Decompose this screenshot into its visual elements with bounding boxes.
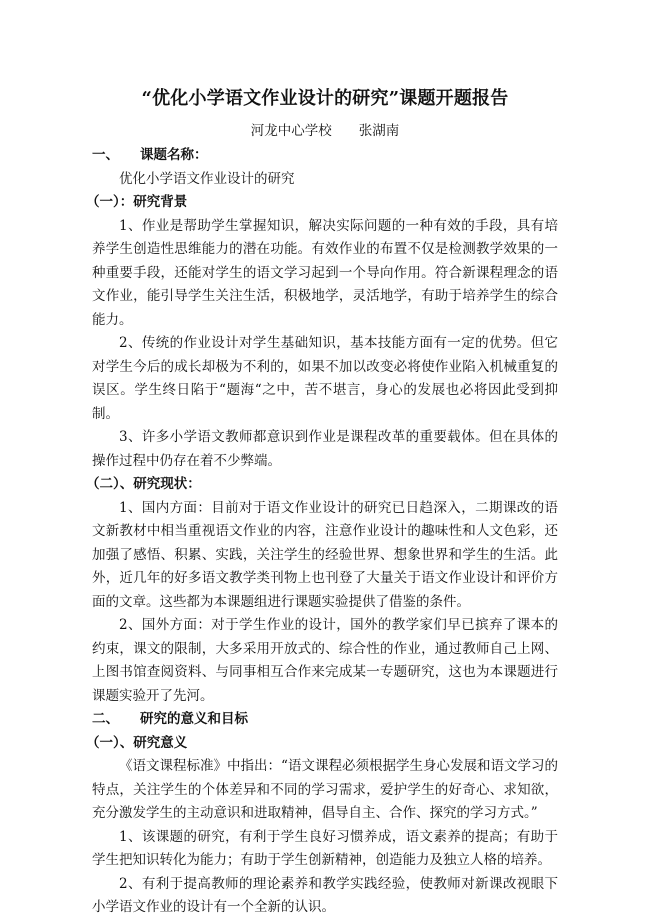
paragraph: 2、有利于提高教师的理论素养和教学实践经验，使教师对新课改视眼下小学语文作业的设计有一个全新的认识。	[92, 875, 558, 915]
subsection-heading-status: （二）、研究现状：	[86, 476, 201, 492]
subsection-heading-background: （一）：研究背景	[86, 194, 188, 210]
paragraph: 2、国外方面：对于学生作业的设计，国外的教学家们早已摈弃了课本的约束，课文的限制，大多采用开放式的、综合性的作业，通过教师自己上网、上图书馆查阅资料、与同事相互合作来完成某一专题研究，这也为本课题进行课题实验开了先河。	[92, 617, 558, 704]
paragraph: 3、许多小学语文教师都意识到作业是课程改革的重要载体。但在具体的操作过程中仍存在着不少弊端。	[92, 429, 558, 469]
paragraph: 1、国内方面：目前对于语文作业设计的研究已日趋深入，二期课改的语文新教材中相当重视语文作业的内容，注意作业设计的趣味性和人文色彩，还加强了感悟、积累、实践，关注学生的经验世界、想象世界和学生的生活。此外，近几年的好多语文教学类刊物上也刊登了大量关于语文作业设计和评价方面的文章。这些都为本课题组进行课题实验提供了借鉴的条件。	[92, 499, 558, 610]
subsection-heading-significance: （一）、研究意义	[86, 734, 188, 751]
section-title: 研究的意义和目标	[140, 711, 248, 727]
section-heading-1	[92, 144, 558, 168]
document-title: “优化小学语文作业设计的研究”课题开题报告	[141, 88, 509, 109]
section-title: 课题名称：	[140, 147, 208, 163]
topic-name: 优化小学语文作业设计的研究	[119, 170, 295, 187]
paragraph: 《语文课程标准》中指出：“语文课程必须根据学生身心发展和语文学习的特点，关注学生的个体差异和不同的学习需求，爱护学生的好奇心、求知欲，充分激发学生的主动意识和进取精神，倡导自主、合作、探究的学习方式。”	[92, 758, 558, 821]
section-number: 一、	[92, 147, 119, 163]
section-number: 二、	[92, 711, 119, 727]
section-heading-2	[92, 708, 558, 732]
author-line: 河龙中心学校 张湖南	[250, 123, 400, 139]
paragraph: 1、该课题的研究，有利于学生良好习惯养成，语文素养的提高；有助于学生把知识转化为能力；有助于学生创新精神，创造能力及独立人格的培养。	[92, 828, 558, 868]
paragraph: 1、作业是帮助学生掌握知识，解决实际问题的一种有效的手段，具有培养学生创造性思维能力的潜在功能。有效作业的布置不仅是检测教学效果的一种重要手段，还能对学生的语文学习起到一个导向作用。符合新课程理念的语文作业，能引导学生关注生活，积极地学，灵活地学，有助于培养学生的综合能力。	[92, 217, 558, 328]
paragraph: 2、传统的作业设计对学生基础知识，基本技能方面有一定的优势。但它对学生今后的成长却极为不利的，如果不加以改变必将使作业陷入机械重复的误区。学生终日陷于“题海“之中，苦不堪言，身心的发展也必将因此受到抑制。	[92, 335, 558, 422]
